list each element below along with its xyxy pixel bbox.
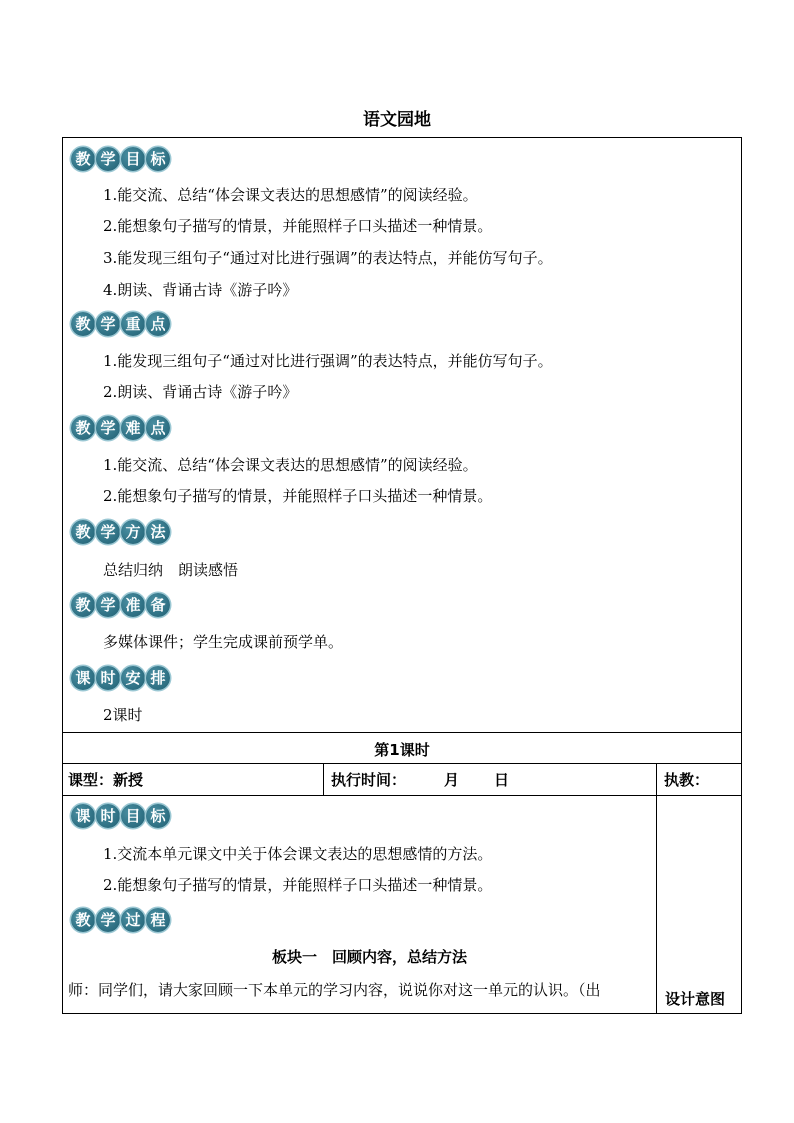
badge-key-points: 教 学 重 点: [71, 312, 170, 336]
lesson-goal-item: 2.能想象句子描写的情景，并能照样子口头描述一种情景。: [103, 876, 493, 894]
badge-difficulties: 教 学 难 点: [71, 416, 170, 440]
key-point-item: 1.能发现三组句子“通过对比进行强调”的表达特点，并能仿写句子。: [103, 352, 553, 370]
day-label: 日: [494, 771, 510, 789]
execution-time-label: 执行时间：: [331, 771, 407, 789]
row-divider: [62, 795, 742, 796]
column-divider: [656, 763, 657, 1014]
difficulty-item: 2.能想象句子描写的情景，并能照样子口头描述一种情景。: [103, 487, 493, 505]
difficulty-item: 1.能交流、总结“体会课文表达的思想感情”的阅读经验。: [103, 456, 478, 474]
key-point-item: 2.朗读、背诵古诗《游子吟》: [103, 383, 298, 401]
lesson-goal-item: 1.交流本单元课文中关于体会课文表达的思想感情的方法。: [103, 845, 493, 863]
badge-schedule: 课 时 安 排: [71, 666, 170, 690]
methods-text: 总结归纳 朗读感悟: [103, 561, 239, 579]
row-divider: [62, 763, 742, 764]
goal-item: 2.能想象句子描写的情景，并能照样子口头描述一种情景。: [103, 217, 493, 235]
teacher-label: 执教：: [664, 771, 710, 789]
badge-teaching-process: 教 学 过 程: [71, 908, 170, 932]
badge-teaching-methods: 教 学 方 法: [71, 520, 170, 544]
lesson-title: 第1课时: [374, 741, 430, 759]
page-title: 语文园地: [363, 110, 431, 130]
badge-preparation: 教 学 准 备: [71, 593, 170, 617]
goal-item: 4.朗读、背诵古诗《游子吟》: [103, 281, 298, 299]
schedule-text: 2课时: [103, 706, 143, 724]
teacher-speech: 师：同学们，请大家回顾一下本单元的学习内容，说说你对这一单元的认识。（出: [68, 981, 601, 999]
badge-teaching-goals: 教 学 目 标: [71, 147, 170, 171]
preparation-text: 多媒体课件；学生完成课前预学单。: [103, 633, 344, 651]
block-title: 板块一 回顾内容，总结方法: [272, 948, 468, 966]
column-divider: [323, 763, 324, 795]
badge-lesson-goals: 课 时 目 标: [71, 804, 170, 828]
goal-item: 3.能发现三组句子“通过对比进行强调”的表达特点，并能仿写句子。: [103, 249, 553, 267]
month-label: 月: [444, 771, 460, 789]
lesson-type: 课型：新授: [68, 771, 144, 789]
design-intent-label: 设计意图: [665, 990, 726, 1008]
row-divider: [62, 732, 742, 733]
goal-item: 1.能交流、总结“体会课文表达的思想感情”的阅读经验。: [103, 186, 478, 204]
